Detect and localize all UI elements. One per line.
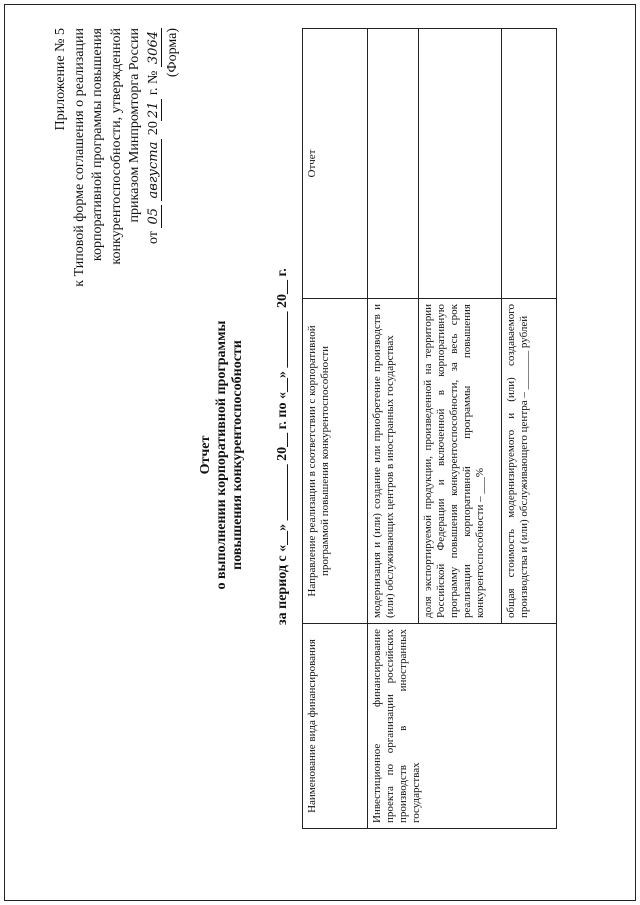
appendix-block: [52, 28, 182, 350]
appendix-line: к Типовой форме соглашения о реализации: [71, 28, 87, 287]
title-line: Отчет: [198, 435, 213, 475]
report-title: [198, 155, 246, 755]
order-date-line: [145, 28, 164, 350]
appendix-line: приказом Минпромторга России: [127, 28, 143, 223]
report-cell[interactable]: [502, 29, 557, 299]
table-header-row: [303, 29, 368, 829]
header-direction: Направление реализации в соответствии с корпоративной программой повышения конкурентоспособности: [303, 299, 368, 624]
table-row: [368, 29, 419, 829]
title-line: повышения конкурентоспособности: [230, 340, 245, 570]
date-prefix: от: [145, 231, 161, 244]
appendix-line: корпоративной программы повышения: [90, 28, 106, 262]
report-cell[interactable]: [419, 29, 502, 299]
date-month: августа: [146, 139, 162, 202]
direction-cell: доля экспортируемой продукции, произведенной на территории Российской Федерации и включенной в корпоративную программу повышения конкурентоспособности, за весь срок реализации корпоративной программы повышения конкурентоспособности – ___%: [419, 299, 502, 624]
appendix-line: конкурентоспособности, утвержденной: [108, 28, 124, 265]
date-year-suffix: г. №: [145, 70, 161, 96]
report-cell[interactable]: [368, 29, 419, 299]
order-number: 3064: [146, 28, 162, 67]
date-year: 21: [146, 99, 162, 122]
form-label: (Форма): [164, 28, 180, 78]
header-report: Отчет: [303, 29, 368, 299]
header-financing-type: Наименование вида финансирования: [303, 624, 368, 829]
financing-name-cell: Инвестиционное финансирование проекта по организации российских производств в иностранных государствах: [368, 624, 557, 829]
direction-cell: общая стоимость модернизируемого и (или) создаваемого производства и (или) обслуживающего центра – _______ рублей: [502, 299, 557, 624]
date-day: 05: [146, 205, 162, 228]
appendix-number: Приложение № 5: [53, 28, 68, 131]
title-line: о выполнении корпоративной программы: [214, 320, 229, 590]
report-period: за период с «__» ________ 20__ г. по «__» ________ 20__ г.: [275, 268, 290, 625]
date-year-prefix: 20: [145, 121, 161, 136]
report-table: [302, 28, 557, 829]
direction-cell: модернизация и (или) создание или приобретение производств и (или) обслуживающих центров в иностранных государствах: [368, 299, 419, 624]
